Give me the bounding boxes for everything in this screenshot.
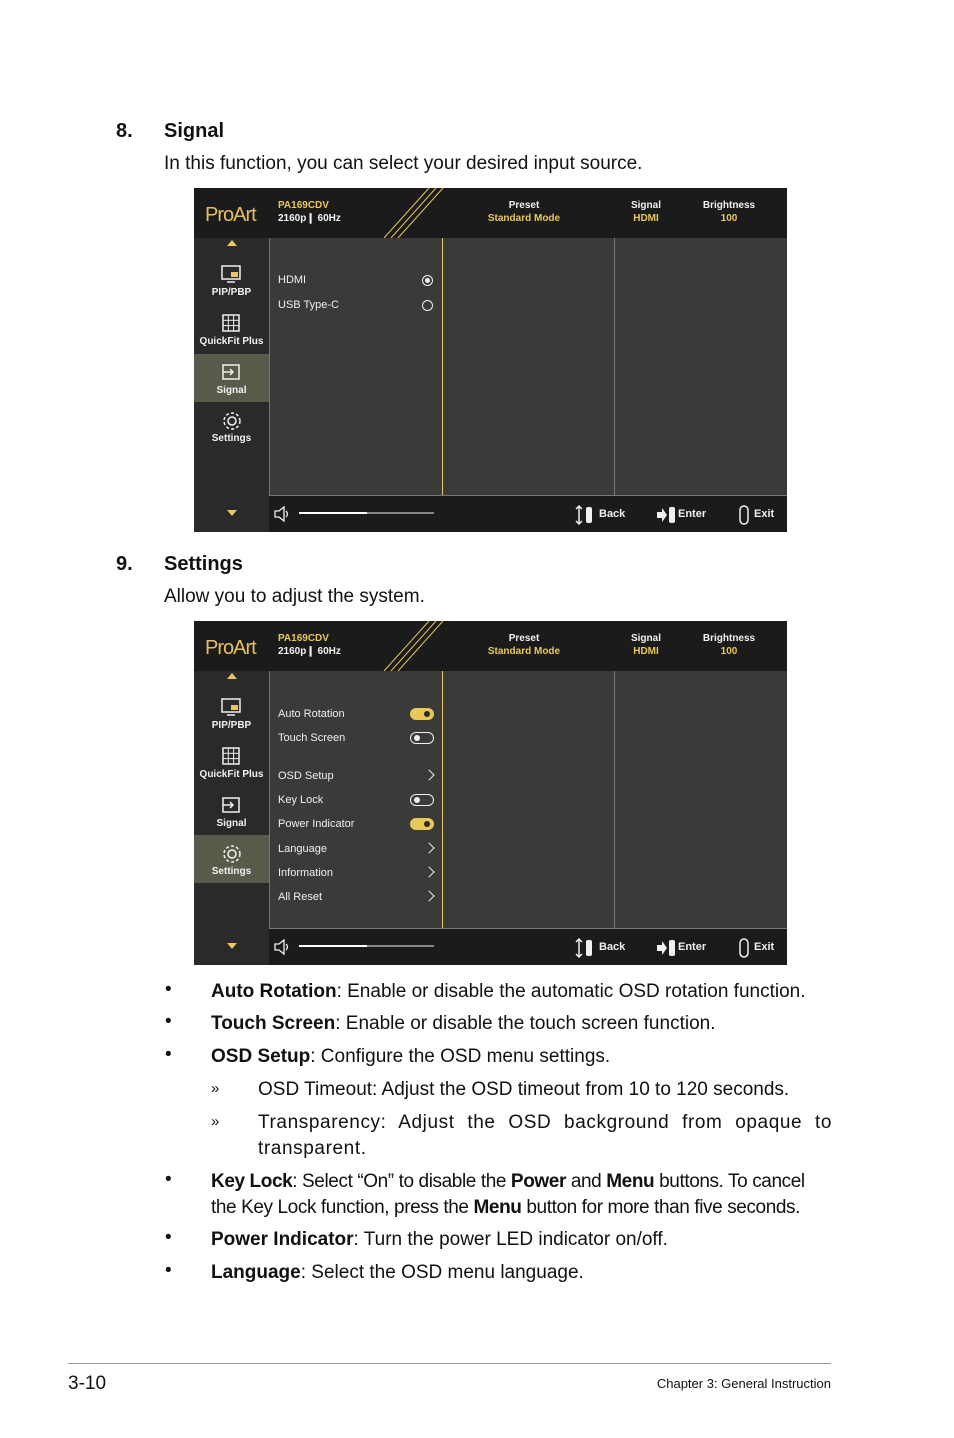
menu-item-power-indicator[interactable]: Power Indicator <box>278 818 355 830</box>
sidebar-item-signal[interactable]: Signal <box>194 354 269 402</box>
arrow-up-icon[interactable] <box>227 240 237 246</box>
preset-value: Standard Mode <box>487 646 561 657</box>
resolution: 2160p❙ 60Hz <box>278 213 341 224</box>
toggle-off-icon[interactable] <box>410 794 434 806</box>
header-stripes <box>374 188 444 238</box>
menu-item-language[interactable]: Language <box>278 843 327 855</box>
radio-empty-icon[interactable] <box>422 300 433 311</box>
volume-fill <box>299 512 367 514</box>
enter-key-icon <box>655 504 677 526</box>
osd-sidebar <box>194 238 269 532</box>
updown-key-icon <box>574 937 596 959</box>
bullet-dot: • <box>165 979 172 1000</box>
osd-bottom-bar <box>269 495 787 532</box>
radio-selected-icon[interactable] <box>422 275 433 286</box>
chevron-right-icon[interactable] <box>423 769 434 780</box>
proart-logo: ProArt <box>205 637 256 659</box>
signal-label: Signal <box>630 633 661 644</box>
page-number: 3-10 <box>68 1373 107 1394</box>
toggle-on-icon[interactable] <box>410 818 434 830</box>
updown-key-icon <box>574 504 596 526</box>
pip-icon <box>221 697 241 717</box>
gear-icon <box>221 410 243 432</box>
chevron-right-icon[interactable] <box>423 842 434 853</box>
section-title: Signal <box>164 120 225 142</box>
sidebar-item-pip-pbp[interactable]: PIP/PBP <box>194 256 269 304</box>
volume-slider[interactable] <box>299 945 434 947</box>
resolution: 2160p❙ 60Hz <box>278 646 341 657</box>
exit-button[interactable]: Exit <box>754 941 775 953</box>
osd-header <box>194 621 787 671</box>
proart-logo: ProArt <box>205 204 256 226</box>
arrow-up-icon[interactable] <box>227 673 237 679</box>
bullet-dot: • <box>165 1044 172 1065</box>
header-stripes <box>374 621 444 671</box>
sidebar-item-signal[interactable]: Signal <box>194 787 269 835</box>
osd-screen-settings <box>194 621 787 965</box>
arrow-down-icon[interactable] <box>227 943 237 949</box>
enter-key-icon <box>655 937 677 959</box>
enter-button[interactable]: Enter <box>678 508 707 520</box>
volume-slider[interactable] <box>299 512 434 514</box>
sidebar-item-settings[interactable]: Settings <box>194 402 269 450</box>
arrow-down-icon[interactable] <box>227 510 237 516</box>
menu-item-information[interactable]: Information <box>278 867 334 879</box>
preset-label: Preset <box>508 633 540 644</box>
back-button[interactable]: Back <box>599 941 626 953</box>
menu-item-touch-screen[interactable]: Touch Screen <box>278 732 346 744</box>
input-icon <box>221 362 241 382</box>
input-icon <box>221 795 241 815</box>
footer-divider <box>68 1363 831 1364</box>
section-description: Allow you to adjust the system. <box>164 586 425 607</box>
volume-icon <box>273 938 293 956</box>
volume-fill <box>299 945 367 947</box>
submenu-column <box>442 671 615 928</box>
menu-item-auto-rotation[interactable]: Auto Rotation <box>278 708 345 720</box>
enter-button[interactable]: Enter <box>678 941 707 953</box>
model-name: PA169CDV <box>278 200 329 211</box>
chevron-right-icon[interactable] <box>423 866 434 877</box>
menu-item-key-lock[interactable]: Key Lock <box>278 794 324 806</box>
gear-icon <box>221 843 243 865</box>
menu-column <box>269 238 443 495</box>
preset-value: Standard Mode <box>487 213 561 224</box>
volume-icon <box>273 505 293 523</box>
sidebar-item-quickfit[interactable]: QuickFit Plus <box>194 305 269 353</box>
brightness-value: 100 <box>720 213 738 224</box>
sub-bullet-mark: » <box>211 1080 220 1097</box>
menu-item-all-reset[interactable]: All Reset <box>278 891 323 903</box>
osd-header <box>194 188 787 238</box>
pip-icon <box>221 264 241 284</box>
brightness-label: Brightness <box>702 633 756 644</box>
osd-screen-signal <box>194 188 787 532</box>
signal-value: HDMI <box>633 213 659 224</box>
section-number: 8. <box>116 120 133 142</box>
exit-button[interactable]: Exit <box>754 508 775 520</box>
osd-sidebar <box>194 671 269 965</box>
sidebar-item-settings[interactable]: Settings <box>194 835 269 883</box>
menu-item-usb-c[interactable]: USB Type-C <box>278 299 339 311</box>
section-number: 9. <box>116 553 133 575</box>
exit-key-icon <box>737 504 751 526</box>
exit-key-icon <box>737 937 751 959</box>
menu-item-hdmi[interactable]: HDMI <box>278 274 307 286</box>
back-button[interactable]: Back <box>599 508 626 520</box>
osd-bottom-bar <box>269 928 787 965</box>
sub-bullet-mark: » <box>211 1113 220 1130</box>
brightness-label: Brightness <box>702 200 756 211</box>
preset-label: Preset <box>508 200 540 211</box>
sidebar-item-quickfit[interactable]: QuickFit Plus <box>194 738 269 786</box>
model-name: PA169CDV <box>278 633 329 644</box>
brightness-value: 100 <box>720 646 738 657</box>
bullet-dot: • <box>165 1260 172 1281</box>
section-title: Settings <box>164 553 243 575</box>
grid-icon <box>221 746 241 766</box>
toggle-off-icon[interactable] <box>410 732 434 744</box>
bullet-dot: • <box>165 1169 172 1190</box>
bullet-dot: • <box>165 1227 172 1248</box>
grid-icon <box>221 313 241 333</box>
menu-item-osd-setup[interactable]: OSD Setup <box>278 770 334 782</box>
submenu-column <box>442 238 615 495</box>
menu-column <box>269 671 443 928</box>
chevron-right-icon[interactable] <box>423 890 434 901</box>
signal-value: HDMI <box>633 646 659 657</box>
toggle-on-icon[interactable] <box>410 708 434 720</box>
section-description: In this function, you can select your desired input source. <box>164 153 643 174</box>
chapter-title: Chapter 3: General Instruction <box>656 1376 831 1391</box>
signal-label: Signal <box>630 200 661 211</box>
bullet-dot: • <box>165 1011 172 1032</box>
sidebar-item-pip-pbp[interactable]: PIP/PBP <box>194 689 269 737</box>
